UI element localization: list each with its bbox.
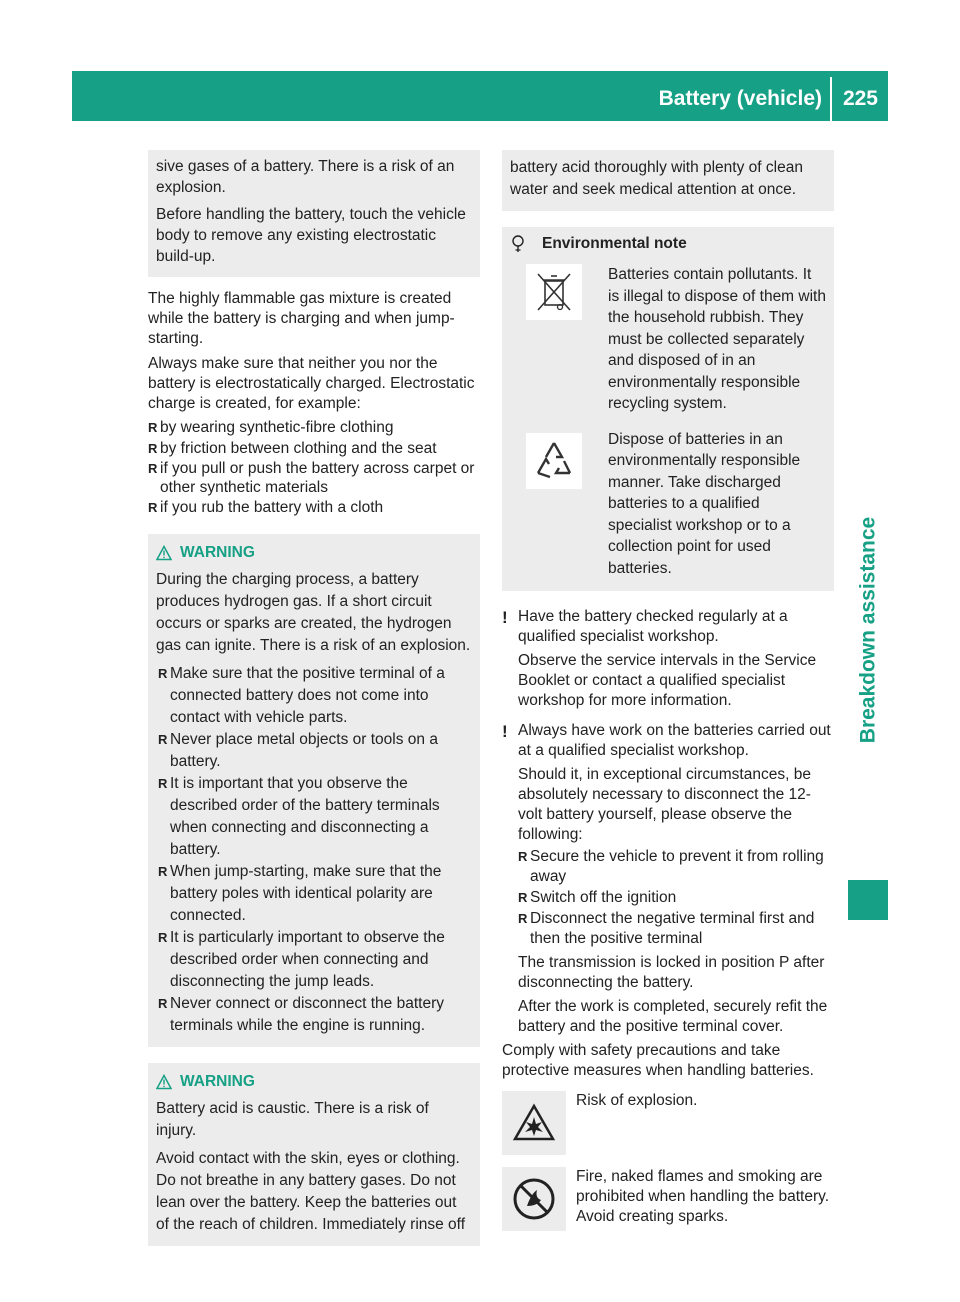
symbol-row bbox=[502, 1167, 834, 1231]
list-item: R Make sure that the positive terminal of a connected battery does not come into contact with vehicle parts. bbox=[158, 663, 472, 729]
env-paragraph: Dispose of batteries in an environmentally responsible manner. Take discharged batteries to a qualified specialist workshop or to a collection point for used batteries. bbox=[608, 430, 801, 577]
env-row bbox=[510, 264, 826, 415]
no-fire-icon bbox=[502, 1167, 566, 1231]
list-item: R Never place metal objects or tools on a battery. bbox=[158, 729, 472, 773]
notice-block bbox=[502, 607, 834, 711]
warning-triangle-icon bbox=[156, 1074, 172, 1090]
warning-title: WARNING bbox=[180, 544, 255, 561]
list-item: R It is particularly important to observe the described order when connecting and disconnecting the jump leads. bbox=[158, 927, 472, 993]
continued-warning-box bbox=[502, 150, 834, 211]
list-item: R if you rub the battery with a cloth bbox=[148, 497, 480, 518]
continued-warning-box bbox=[148, 150, 480, 277]
list-item: R Disconnect the negative terminal first and then the positive terminal bbox=[518, 909, 834, 949]
symbol-text bbox=[576, 1091, 697, 1155]
list-item: R if you pull or push the battery across carpet or other synthetic materials bbox=[148, 459, 480, 497]
paragraph: Comply with safety precautions and take protective measures when handling batteries. bbox=[502, 1042, 814, 1079]
page-header bbox=[72, 71, 888, 121]
list-item: R When jump-starting, make sure that the battery poles with identical polarity are connected. bbox=[158, 861, 472, 927]
warning-text: Battery acid is caustic. There is a risk of injury. bbox=[156, 1100, 429, 1139]
right-column bbox=[502, 150, 834, 1231]
box-text: Before handling the battery, touch the vehicle body to remove any existing electrostatic build-up. bbox=[156, 206, 466, 265]
warning-header bbox=[156, 542, 472, 563]
header-title: Battery (vehicle) bbox=[658, 87, 822, 110]
list-item: R Never connect or disconnect the battery terminals while the engine is running. bbox=[158, 993, 472, 1037]
env-text bbox=[608, 429, 826, 580]
bullet-list bbox=[518, 847, 834, 949]
list-item: R Switch off the ignition bbox=[518, 887, 834, 909]
crossed-bin-icon bbox=[526, 264, 582, 320]
warning-text: Avoid contact with the skin, eyes or clothing. Do not breathe in any battery gases. Do not lean over the battery. Keep the batteries out of the reach of children. Immediately rinse off bbox=[156, 1150, 466, 1233]
section-label: Breakdown assistance bbox=[856, 516, 880, 744]
lightbulb-icon bbox=[510, 235, 526, 253]
warning-triangle-icon bbox=[156, 545, 172, 561]
notice-text: The transmission is locked in position P after disconnecting the battery. bbox=[518, 954, 825, 991]
header-divider bbox=[830, 77, 832, 121]
body-text bbox=[502, 1041, 834, 1081]
warning-header bbox=[156, 1071, 472, 1092]
env-header bbox=[510, 233, 826, 254]
notice-text: Always have work on the batteries carried out at a qualified specialist workshop. bbox=[518, 722, 831, 759]
exclamation-icon: ! bbox=[502, 608, 508, 627]
paragraph: The highly flammable gas mixture is created while the battery is charging and when jump-starting. bbox=[148, 290, 455, 347]
warning-title: WARNING bbox=[180, 1073, 255, 1090]
notice-text: After the work is completed, securely refit the battery and the positive terminal cover. bbox=[518, 998, 828, 1035]
symbol-text bbox=[576, 1167, 834, 1231]
warning-box bbox=[148, 534, 480, 1047]
notice-text: Have the battery checked regularly at a qualified specialist workshop. bbox=[518, 608, 788, 645]
warning-box bbox=[148, 1063, 480, 1246]
symbol-caption: Risk of explosion. bbox=[576, 1092, 698, 1109]
paragraph: Always make sure that neither you nor the battery is electrostatically charged. Electrostatic charge is created, for example: bbox=[148, 355, 475, 412]
bullet-list bbox=[148, 417, 480, 518]
symbol-row bbox=[502, 1091, 834, 1155]
list-item: R Secure the vehicle to prevent it from rolling away bbox=[518, 847, 834, 887]
recycle-icon bbox=[526, 433, 582, 489]
env-row bbox=[510, 429, 826, 580]
box-text: sive gases of a battery. There is a risk of an explosion. bbox=[156, 158, 455, 196]
warning-bullets bbox=[156, 663, 472, 1037]
notice-text: Observe the service intervals in the Service Booklet or contact a qualified specialist workshop for more information. bbox=[518, 652, 817, 709]
section-tab bbox=[848, 480, 888, 780]
list-item: R by wearing synthetic-fibre clothing bbox=[148, 417, 480, 438]
warning-text: During the charging process, a battery produces hydrogen gas. If a short circuit occurs or sparks are created, the hydrogen gas can ignite. There is a risk of an explosion. bbox=[156, 571, 471, 654]
explosion-hazard-icon bbox=[502, 1091, 566, 1155]
notice-block bbox=[502, 721, 834, 1037]
left-column bbox=[148, 150, 480, 1246]
env-title: Environmental note bbox=[542, 235, 687, 252]
symbol-caption: Fire, naked flames and smoking are prohibited when handling the battery. Avoid creating sparks. bbox=[576, 1168, 830, 1225]
section-marker bbox=[848, 880, 888, 920]
box-text: battery acid thoroughly with plenty of clean water and seek medical attention at once. bbox=[510, 159, 803, 198]
list-item: R It is important that you observe the described order of the battery terminals when connecting and disconnecting a battery. bbox=[158, 773, 472, 861]
environmental-note-box bbox=[502, 227, 834, 591]
env-text bbox=[608, 264, 826, 415]
env-paragraph: Batteries contain pollutants. It is illegal to dispose of them with the household rubbish. They must be collected separately and disposed of in an environmentally responsible recycling system. bbox=[608, 266, 826, 412]
page-number: 225 bbox=[842, 87, 878, 110]
notice-text: Should it, in exceptional circumstances, be absolutely necessary to disconnect the 12-volt battery yourself, please observe the following: bbox=[518, 766, 811, 843]
body-text bbox=[148, 289, 480, 414]
exclamation-icon: ! bbox=[502, 722, 508, 741]
list-item: R by friction between clothing and the seat bbox=[148, 438, 480, 459]
